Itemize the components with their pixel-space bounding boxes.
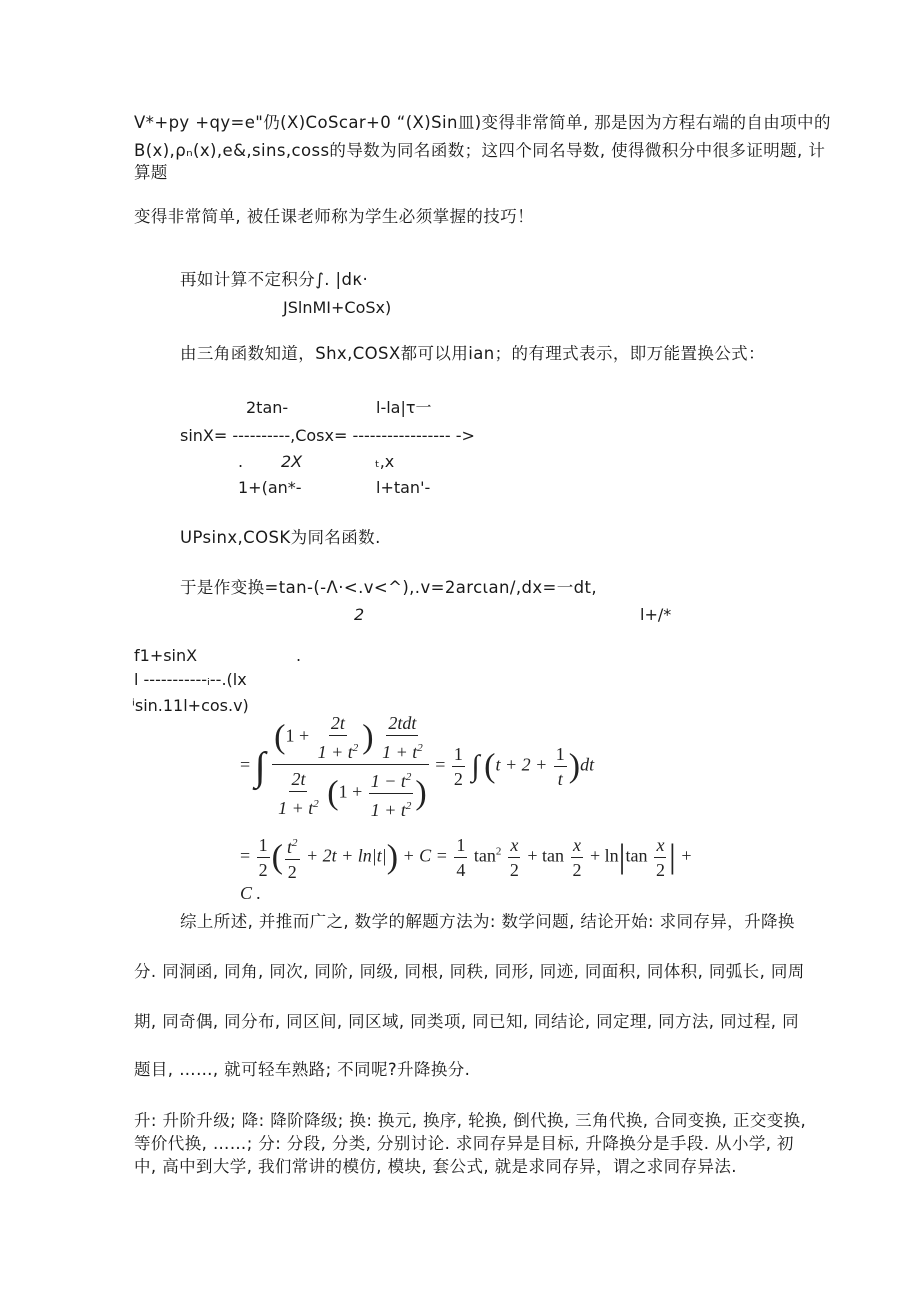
- eq1-equals: =: [240, 754, 251, 775]
- text-line-8: UPsinx,COSK为同名函数.: [180, 528, 381, 547]
- text-line-14: 分. 同洞函, 同角, 同次, 同阶, 同级, 同根, 同秩, 同形, 同迹, 同面积, 同体积, 同弧长, 同周: [134, 962, 805, 981]
- text-line-16: 题目, ……, 就可轻车熟路; 不同呢?升降换分.: [134, 1060, 471, 1079]
- formula-frag-8: l+tan'-: [376, 478, 431, 497]
- text-line-13: 综上所述, 并推而广之, 数学的解题方法为: 数学问题, 结论开始: 求同存异，升降换: [180, 912, 795, 931]
- formula-frag-1: 2tan-: [246, 398, 289, 417]
- equation-2: = $\frac{1}{2}$ ( $\frac{t^2}{2}$ + 2t + ln|t|) + C = $\frac{1}{4}$ $\tan^2$ $\frac{x}{2}$ + tan $\frac{x}{2}$ + ln|tan $\frac{x}{2}$ | + C .: [240, 832, 700, 892]
- formula-frag-2: l-la|τ一: [376, 398, 432, 417]
- text-line-18: 等价代换, ……; 分: 分段, 分类, 分别讨论. 求同存异是目标, 升降换分是手段. 从小学, 初: [134, 1134, 794, 1153]
- text-line-1: V*+py +qy=e"仍(X)CoScar+0 “(X)Sin皿)变得非常简单, 那是因为方程右端的自由项中的: [134, 113, 831, 132]
- text-line-10b: .: [296, 646, 302, 665]
- eq1-denominator: $\frac{2t}{1 + t^2}$ (1 + $\frac{1 - t^2}{1 + t^2}$ ): [272, 765, 429, 821]
- text-line-4: 变得非常简单, 被任课老师称为学生必须掌握的技巧！: [134, 207, 534, 226]
- text-line-17: 升: 升阶升级; 降: 降阶降级; 换: 换元, 换序, 轮换, 倒代换, 三角代换, 合同变换, 正交变换,: [134, 1111, 807, 1130]
- formula-frag-3: sinX= ----------,Cosx= ----------------- ->: [180, 426, 475, 445]
- formula-frag-7: 1+(an*-: [238, 478, 302, 497]
- text-line-5: 再如计算不定积分∫. |dκ·: [180, 270, 369, 289]
- formula-frag-4: .: [238, 452, 244, 471]
- formula-frag-5: 2X: [281, 452, 303, 471]
- text-line-15: 期, 同奇偶, 同分布, 同区间, 同区域, 同类项, 同已知, 同结论, 同定理, 同方法, 同过程, 同: [134, 1012, 799, 1031]
- eq1-main-fraction: [272, 712, 429, 821]
- text-line-12: ⁱsin.11l+cos.v): [132, 696, 249, 715]
- text-line-11: l -----------ᵢ--.(lx: [134, 670, 247, 689]
- text-line-6: JSlnMI+CoSx): [283, 298, 392, 317]
- integral-sign: ∫: [254, 743, 266, 789]
- text-line-19: 中, 高中到大学, 我们常讲的模仿, 模块, 套公式, 就是求同存异，谓之求同存异法.: [134, 1157, 737, 1176]
- text-line-9b: 2: [354, 605, 365, 624]
- text-line-9c: l+/*: [640, 605, 672, 624]
- text-line-7: 由三角函数知道，Shx,COSX都可以用ian；的有理式表示，即万能置换公式：: [180, 344, 765, 363]
- text-line-2: B(x),ρₙ(x),e&,sins,coss的导数为同名函数；这四个同名导数, 使得微积分中很多证明题, 计: [134, 141, 826, 160]
- text-line-9: 于是作变换=tan-(-Λ·<.v<^),.v=2arcιan/,dx=一dt,: [180, 578, 598, 597]
- eq1-numerator: (1 + $\frac{2t}{1 + t^2}$ ) $\frac{\text{2tdt}}{1 + t^2}$: [272, 712, 429, 765]
- text-line-10: f1+sinX: [134, 646, 198, 665]
- equation-1: = ∫ (1 + $\frac{2t}{1 + t^2}$ ) $\frac{\text{2tdt}}{1 + t^2}$ $\frac{2t}{1 + t^2}$ (1 + $\frac{1 - t^2}{1 + t^2}$ ) = $\frac{1}{2}$ ∫ (t + 2 + $\frac{1}{t}$ )dt: [240, 713, 595, 820]
- formula-frag-6: ₜ,x: [375, 452, 395, 471]
- text-line-3: 算题: [134, 163, 168, 182]
